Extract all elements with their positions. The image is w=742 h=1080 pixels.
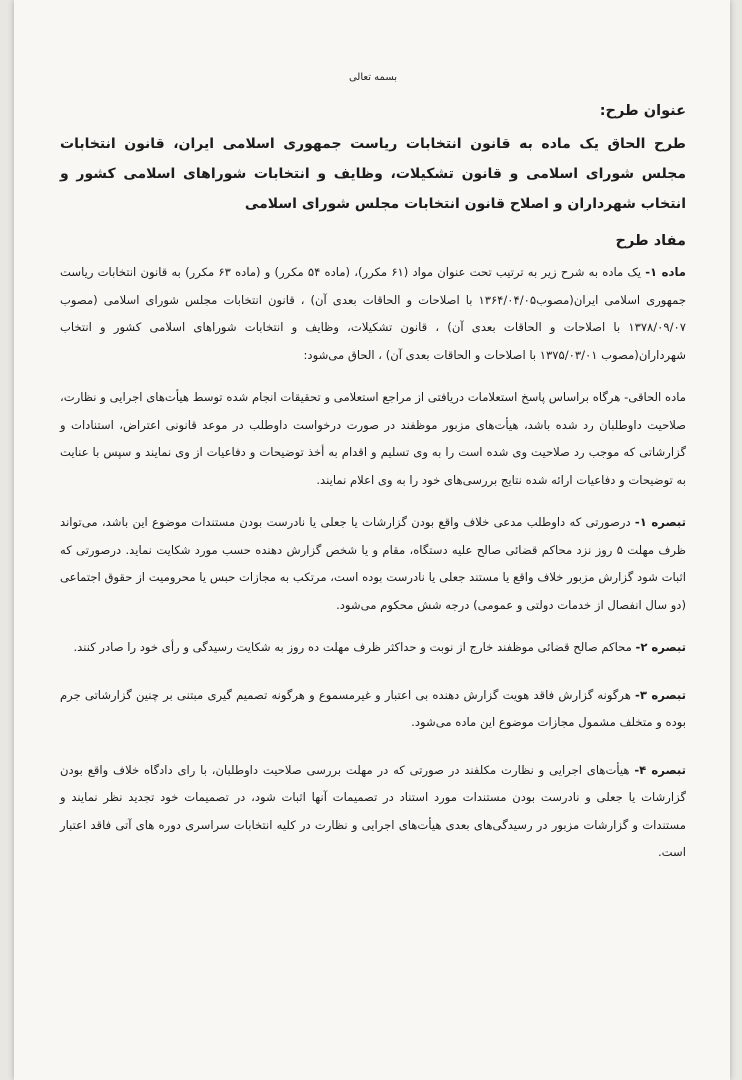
note-3 [60, 682, 686, 737]
document-page [14, 0, 730, 1080]
appended-article: ماده الحاقی- هرگاه براساس پاسخ استعلامات دریافتی از مراجع استعلامی و تحقیقات انجام شده توسط هیأت‌های اجرایی و نظارت، صلاحیت داوطلبان رد شده باشد، هیأت‌های مزبور موظفند در صورت درخواست داوطلب در موعد قانونی اعتراض، استنادات و گزارشاتی که موجب رد صلاحیت وی شده است را به وی تسلیم و اقدام به أخذ توضیحات و دفاعیات از وی نمایند و سپس با عنایت به توضیحات و دفاعیات ارائه شده نتایج بررسی‌های خود را به وی اعلام نمایند. [60, 390, 686, 487]
note-4-label: تبصره ۴- [634, 762, 686, 777]
note-1 [60, 509, 686, 619]
basmala: بسمه تعالی [348, 72, 398, 83]
note-4-text: هیأت‌های اجرایی و نظارت مکلفند در صورتی که در مهلت بررسی صلاحیت داوطلبان، با رای دادگاه خلاف واقع بودن گزارشات یا جعلی و نادرست بودن مستندات مورد استناد در تصمیمات آنها اثبات شود، در تصمیمات خود تجدید نظر نمایند و مستندات و گزارشات مزبور در رسیدگی‌های بعدی هیأت‌های اجرایی و نظارت در کلیه انتخابات سراسری دوره های آتی فاقد اعتبار است. [60, 762, 686, 859]
article-1-label: ماده ۱- [645, 265, 686, 279]
article-1 [60, 259, 686, 369]
note-3-text: هرگونه گزارش فاقد هویت گزارش دهنده بی اعتبار و غیرمسموع و هرگونه تصمیم گیری مبتنی بر چنین گزارشاتی جرم بوده و متخلف مشمول مجازات موضوع این ماده می‌شود. [60, 687, 686, 729]
note-3-label: تبصره ۳- [635, 687, 686, 702]
note-1-text: درصورتی که داوطلب مدعی خلاف واقع بودن گزارشات یا جعلی یا نادرست بودن مستندات موضوع این باشد، می‌تواند ظرف مهلت ۵ روز نزد محاکم قضائی صالح علیه دستگاه، مقام و یا شخص گزارش دهنده حسب مورد شکایت نماید. درصورتی که اثبات شود گزارش مزبور خلاف واقع یا مستند جعلی یا نادرست بوده است، مرتکب به مجازات حبس یا محرومیت از حقوق اجتماعی (دو سال انفصال از خدمات دولتی و عمومی) درجه شش محکوم می‌شود. [60, 515, 686, 612]
note-2 [60, 634, 686, 662]
note-1-label: تبصره ۱- [634, 515, 686, 529]
note-2-label: تبصره ۲- [635, 640, 686, 654]
note-2-text: محاکم صالح قضائی موظفند خارج از نوبت و حداکثر ظرف مهلت ده روز به شکایت رسیدگی و رأی خود را صادر کنند. [73, 640, 636, 654]
article-1-text: یک ماده به شرح زیر به ترتیب تحت عنوان مواد (۶۱ مکرر)، (ماده ۵۴ مکرر) و (ماده ۶۳ مکرر) به قانون انتخابات ریاست جمهوری اسلامی ایران(مصوب۱۳۶۴/۰۴/۰۵ با اصلاحات و الحاقات بعدی آن) ، قانون انتخابات مجلس شورای اسلامی (مصوب ۱۳۷۸/۰۹/۰۷ با اصلاحات و الحاقات بعدی آن) ، قانون تشکیلات، وظایف و انتخابات شوراهای اسلامی کشور و انتخاب شهرداران(مصوب ۱۳۷۵/۰۳/۰۱ با اصلاحات و الحاقات بعدی آن) ، الحاق می‌شود: [60, 265, 687, 362]
note-4 [60, 757, 686, 867]
bill-title: طرح الحاق یک ماده به قانون انتخابات ریاست جمهوری اسلامی ایران، قانون انتخابات مجلس شورای اسلامی و قانون تشکیلات، وظایف و انتخابات شوراهای اسلامی کشور و انتخاب شهرداران و اصلاح قانون انتخابات مجلس شورای اسلامی [60, 136, 686, 212]
body-heading: مفاد طرح [615, 233, 686, 249]
title-heading: عنوان طرح: [599, 103, 686, 119]
